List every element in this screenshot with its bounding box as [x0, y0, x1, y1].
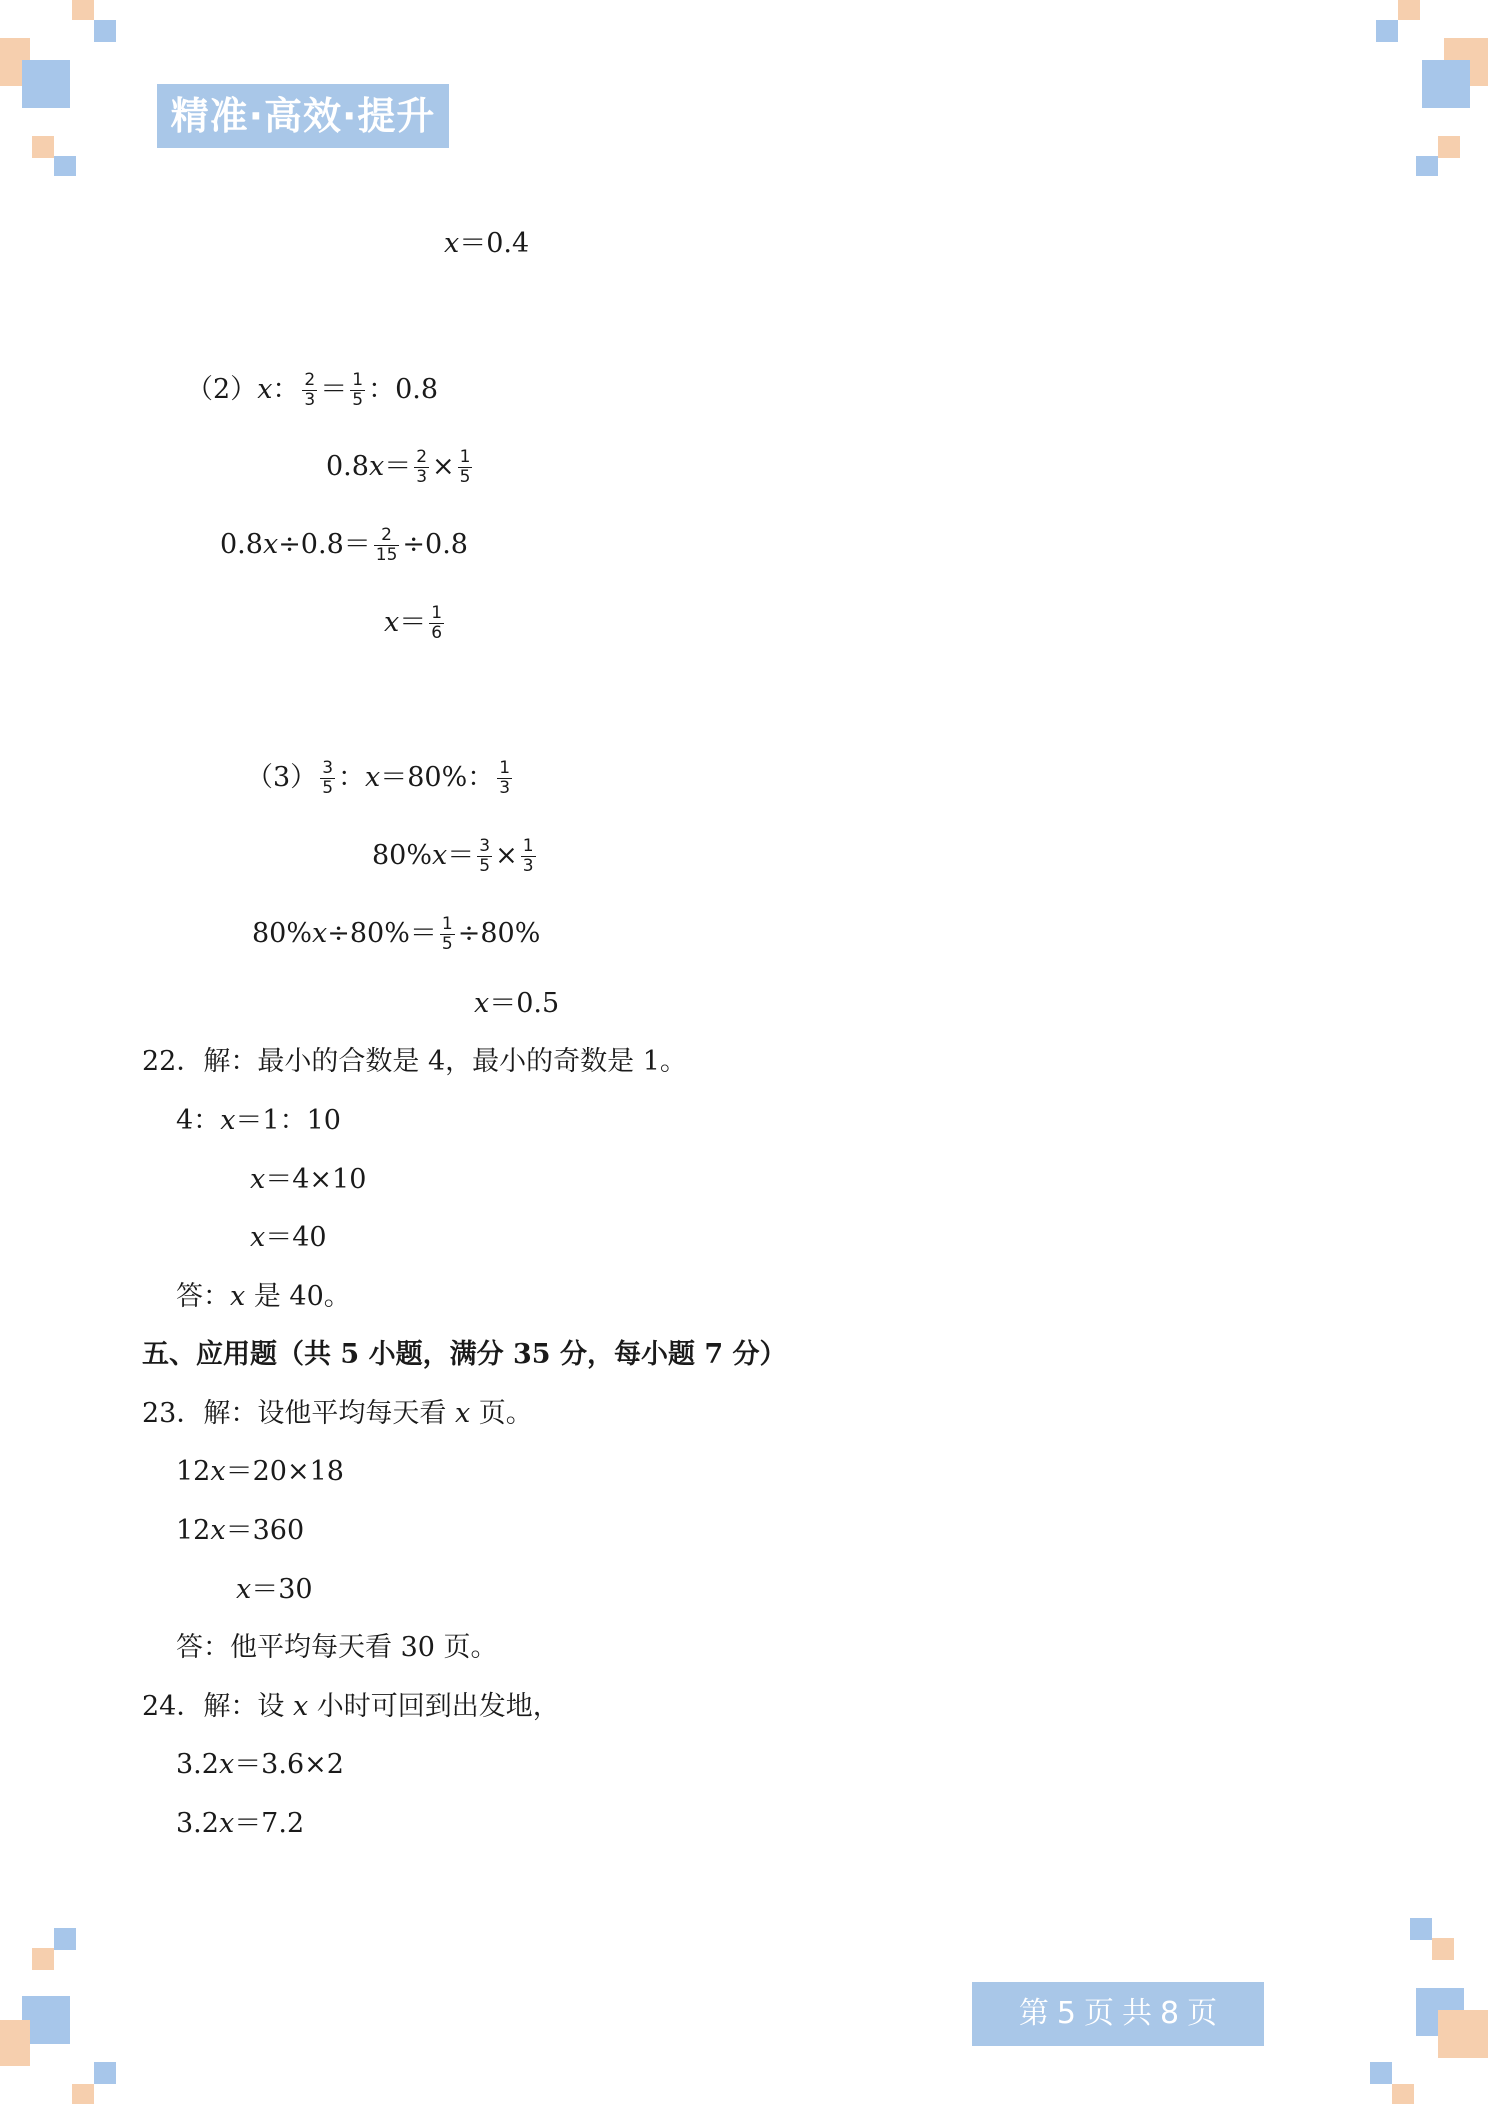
numerator: 3 [322, 758, 334, 778]
variable-x: x [474, 988, 490, 1019]
expr: ＝4×10 [265, 1164, 367, 1195]
expr: × [432, 451, 455, 482]
expr: ： [338, 762, 366, 793]
numerator: 3 [479, 836, 491, 856]
expr: ＝ [320, 374, 348, 405]
variable-x: x [292, 1691, 309, 1722]
expr: ＝ [384, 451, 412, 482]
q22-line2 [250, 1160, 366, 1200]
expr: ＝360 [225, 1515, 305, 1546]
numerator: 2 [374, 526, 400, 546]
expr: ÷80%＝ [327, 918, 437, 949]
fraction [429, 604, 444, 643]
variable-x: x [432, 840, 448, 871]
section-heading: 五、应用题（共 5 小题，满分 35 分，每小题 7 分） [142, 1339, 787, 1370]
variable-x: x [368, 451, 385, 482]
expr: ＝80%： [380, 762, 495, 793]
q21-p3-line1 [246, 758, 515, 798]
variable-x: x [257, 374, 273, 405]
fraction [350, 371, 365, 410]
variable-x: x [384, 607, 400, 638]
q21-p3-line4 [474, 984, 559, 1024]
variable-x: x [230, 1281, 246, 1312]
numerator: 1 [499, 758, 511, 778]
fraction [320, 759, 335, 798]
expr: 3.2 [176, 1808, 219, 1839]
numerator: 1 [431, 603, 443, 623]
expr: ＝3.6×2 [234, 1749, 344, 1780]
variable-x: x [210, 1456, 226, 1487]
expr: ＝7.2 [234, 1808, 305, 1839]
fraction [414, 448, 429, 487]
denominator: 3 [522, 856, 534, 876]
part-label: （2） [186, 374, 258, 405]
variable-x: x [454, 1398, 471, 1429]
expr: ＝1：10 [235, 1105, 341, 1136]
q23-line2 [176, 1511, 304, 1551]
variable-x: x [312, 918, 328, 949]
expr: 3.2 [176, 1749, 219, 1780]
fraction [458, 448, 473, 487]
fraction [440, 915, 455, 954]
page-label: 页 [1084, 1996, 1114, 2031]
fraction [497, 759, 512, 798]
denominator: 5 [322, 778, 334, 798]
variable-x: x [250, 1164, 266, 1195]
fraction [521, 837, 536, 876]
expr: 0.8 [220, 529, 263, 560]
expr: 小时可回到出发地， [308, 1691, 560, 1722]
denominator: 3 [499, 778, 511, 798]
expr: ÷0.8＝ [278, 529, 371, 560]
q22-answer [176, 1277, 351, 1317]
header-banner: 精准·高效·提升 [157, 84, 449, 148]
numerator: 1 [522, 836, 534, 856]
q21-p3-line3 [252, 914, 540, 954]
q21-p2-line4 [384, 603, 447, 643]
page-label: 页 [1187, 1996, 1218, 2031]
q23-answer: 答：他平均每天看 30 页。 [176, 1632, 498, 1663]
total-pages: 8 [1160, 1996, 1180, 2031]
denominator: 3 [416, 467, 428, 487]
expr: ＝0.5 [489, 988, 560, 1019]
part-label: （3） [246, 762, 318, 793]
expr: ÷0.8 [402, 529, 468, 560]
expr: 24．解：设 [142, 1691, 293, 1722]
denominator: 15 [375, 545, 398, 565]
numerator: 2 [416, 447, 428, 467]
expr: 80% [252, 918, 313, 949]
q24-line1 [176, 1745, 344, 1785]
expr: ＝40 [265, 1222, 327, 1253]
expr: 0.8 [326, 451, 369, 482]
variable-x: x [218, 1749, 235, 1780]
variable-x: x [210, 1515, 226, 1546]
variable-x: x [218, 1808, 235, 1839]
denominator: 5 [441, 934, 453, 954]
page-number-footer [972, 1982, 1264, 2046]
q23-intro [142, 1394, 533, 1434]
numerator: 1 [441, 914, 453, 934]
numerator: 1 [459, 447, 471, 467]
q24-intro [142, 1687, 560, 1727]
denominator: 3 [304, 390, 316, 410]
q24-line2 [176, 1804, 304, 1844]
q23-line3 [236, 1570, 313, 1610]
denominator: 6 [431, 623, 443, 643]
expr: 12 [176, 1456, 211, 1487]
variable-x: x [444, 228, 460, 259]
expr: 答： [176, 1281, 230, 1312]
fraction [477, 837, 492, 876]
fraction [374, 526, 400, 565]
numerator: 1 [352, 370, 364, 390]
expr: ＝0.4 [459, 228, 530, 259]
variable-x: x [262, 529, 279, 560]
expr: 是 40。 [245, 1281, 351, 1312]
expr: ＝ [447, 840, 475, 871]
page-label: 第 [1018, 1996, 1049, 2031]
variable-x: x [220, 1105, 236, 1136]
q21-p2-line2 [326, 447, 475, 487]
expr: 80% [372, 840, 433, 871]
denominator: 5 [479, 856, 491, 876]
expr: × [495, 840, 518, 871]
expr: ： [272, 374, 300, 405]
denominator: 5 [459, 467, 471, 487]
variable-x: x [365, 762, 381, 793]
current-page: 5 [1056, 1996, 1076, 2031]
q22-line3 [250, 1218, 327, 1258]
fraction [302, 371, 317, 410]
expr: ＝ [399, 607, 427, 638]
expr: ＝30 [251, 1574, 313, 1605]
q21-p2-line3 [220, 525, 468, 565]
q21-p2-line1 [186, 370, 438, 410]
numerator: 2 [304, 370, 316, 390]
variable-x: x [250, 1222, 266, 1253]
denominator: 5 [352, 390, 364, 410]
q21-p1-result [444, 224, 529, 264]
page-label: 共 [1122, 1996, 1152, 2031]
expr: 12 [176, 1515, 211, 1546]
expr: 页。 [470, 1398, 533, 1429]
expr: 23．解：设他平均每天看 [142, 1398, 455, 1429]
q22-line1 [176, 1101, 341, 1141]
q22-intro: 22．解：最小的合数是 4，最小的奇数是 1。 [142, 1046, 687, 1077]
variable-x: x [236, 1574, 252, 1605]
expr: ：0.8 [368, 374, 439, 405]
expr: ÷80% [457, 918, 541, 949]
expr: 4： [176, 1105, 221, 1136]
q21-p3-line2 [372, 836, 539, 876]
q23-line1 [176, 1452, 344, 1492]
expr: ＝20×18 [225, 1456, 344, 1487]
